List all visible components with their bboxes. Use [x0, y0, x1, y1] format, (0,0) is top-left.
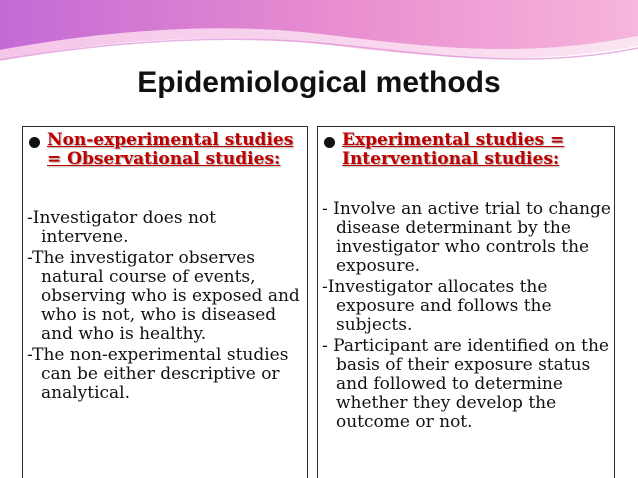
interventional-point-1: - Involve an active trial to change disease determinant by the investigator who controls the exposure. — [322, 199, 611, 276]
observational-point-3: -The non-experimental studies can be either descriptive or analytical. — [27, 345, 289, 403]
observational-point-1: -Investigator does not intervene. — [27, 208, 217, 247]
interventional-studies-panel — [317, 126, 615, 478]
interventional-heading — [322, 131, 614, 169]
bullet-icon — [29, 137, 40, 148]
decorative-banner — [0, 0, 638, 72]
bullet-icon — [324, 137, 335, 148]
interventional-point-3: - Participant are identified on the basis of their exposure status and followed to determine whether they develop the outcome or not. — [322, 336, 609, 432]
page-title: Epidemiological methods — [137, 66, 501, 99]
interventional-point-2: -Investigator allocates the exposure and follows the subjects. — [322, 277, 552, 335]
observational-point-2: -The investigator observes natural course of events, observing who is exposed and who is not, who is diseased and who is healthy. — [27, 248, 300, 344]
interventional-heading-text: Experimental studies = Interventional studies: — [342, 130, 565, 169]
observational-studies-panel — [22, 126, 308, 478]
observational-heading-text: Non-experimental studies = Observational studies: — [47, 130, 294, 169]
observational-heading — [27, 131, 307, 169]
